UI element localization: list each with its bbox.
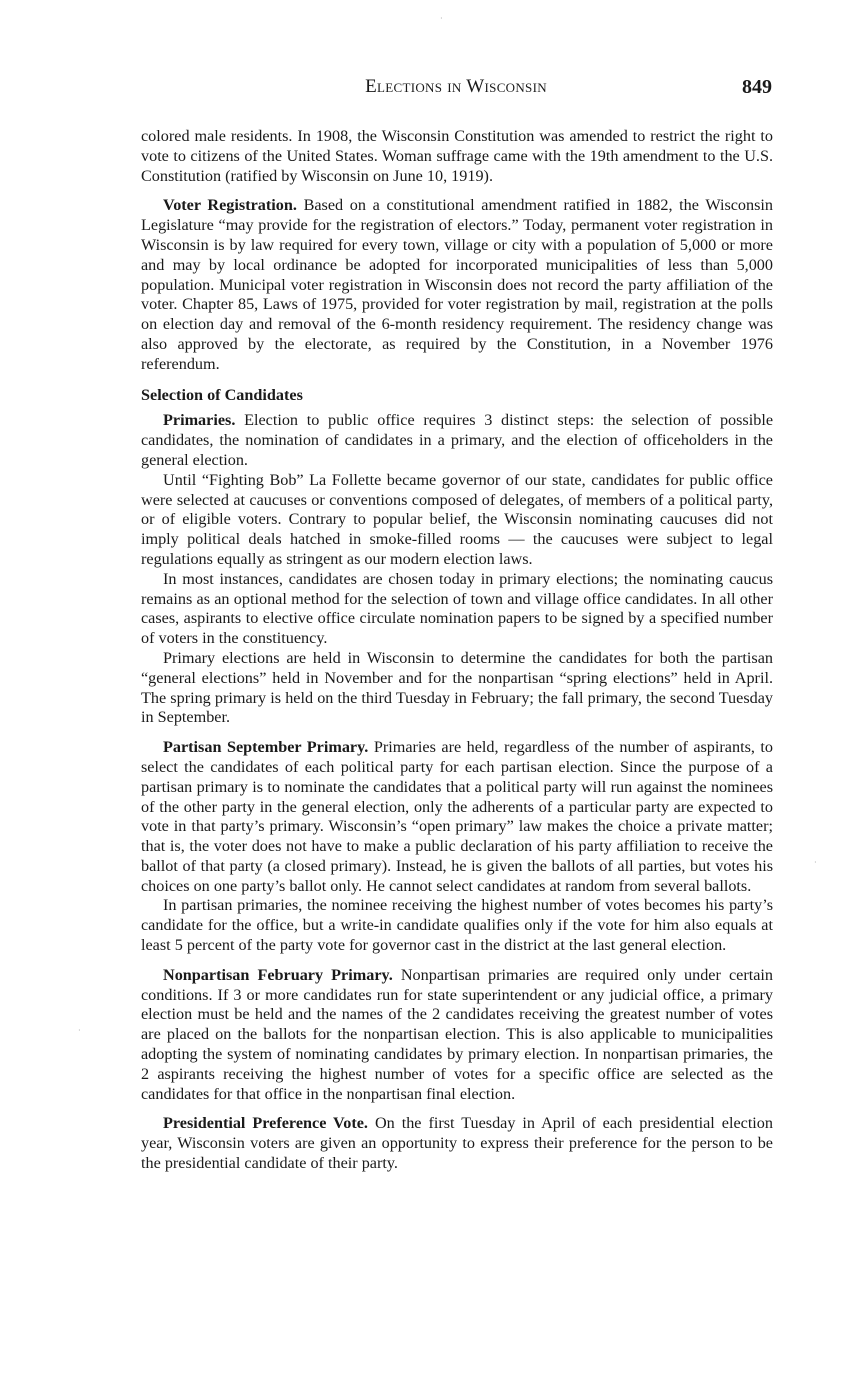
primaries-text: Election to public office requires 3 distinct steps: the selection of possible candidates, the nomination of candidates in a primary, and the election of officeholders in the general election. <box>141 411 773 469</box>
paragraph-intro: colored male residents. In 1908, the Wisconsin Constitution was amended to restrict the right to vote to citizens of the United States. Woman suffrage came with the 19th amendment to the U.S. Constitution (ratified by Wisconsin on June 10, 1919). <box>141 127 773 185</box>
paragraph-presidential-preference <box>141 1114 773 1173</box>
paragraph-primaries-2: Until “Fighting Bob” La Follette became governor of our state, candidates for public office were selected at caucuses or conventions composed of delegates, of members of a political party, or of eligible voters. Contrary to popular belief, the Wisconsin nominating caucuses did not imply political deals hatched in smoke-filled rooms — the caucuses were subject to legal regulations equally as stringent as our modern election laws. <box>141 470 773 568</box>
run-in-heading-primaries: Primaries. <box>163 411 236 430</box>
paragraph-partisan-september-2: In partisan primaries, the nominee receiving the highest number of votes becomes his party’s candidate for the office, but a write-in candidate qualifies only if the vote for him also equals at least 5 percent of the party vote for governor cast in the district at the last general election. <box>141 896 773 955</box>
run-in-heading-presidential-preference: Presidential Preference Vote. <box>163 1114 368 1133</box>
paragraph-partisan-september <box>141 738 773 896</box>
scan-speck: · <box>814 858 817 867</box>
nonpartisan-february-text: Nonpartisan primaries are required only under certain conditions. If 3 or more candidates run for state superintendent or any judicial office, a primary election must be held and the names of the 2 candidates receiving the greatest number of votes are placed on the ballots for the nonpartisan election. This is also applicable to municipalities adopting the system of nominating candidates by primary election. In nonpartisan primaries, the 2 aspirants receiving the highest number of votes for a specific office are selected as the candidates for that office in the nonpartisan final election. <box>141 965 773 1103</box>
scan-speck: · <box>78 1026 81 1035</box>
paragraph-primaries <box>141 411 773 470</box>
partisan-september-text: Primaries are held, regardless of the number of aspirants, to select the candidates of each political party for each partisan election. Since the purpose of a partisan primary is to nominate the candidates that a political party will run against the nominees of the other party in the general election, only the adherents of a particular party are expected to vote in that party’s primary. Wisconsin’s “open primary” law makes the choice a private matter; that is, the voter does not have to make a public declaration of his party affiliation to receive the ballot of that party (a closed primary). Instead, he is given the ballots of all parties, but votes his choices on one party’s ballot only. He cannot select candidates at random from several ballots. <box>141 738 773 895</box>
paragraph-primaries-4: Primary elections are held in Wisconsin to determine the candidates for both the partisan “general elections” held in November and for the nonpartisan “spring elections” held in April. The spring primary is held on the third Tuesday in February; the fall primary, the second Tuesday in September. <box>141 648 773 727</box>
scan-speck: · <box>440 14 443 23</box>
running-title: Elections in Wisconsin <box>365 76 547 97</box>
body-text <box>141 127 773 1174</box>
voter-registration-text: Based on a constitutional amendment ratified in 1882, the Wisconsin Legislature “may provide for the registration of electors.” Today, permanent voter registration in Wisconsin is by law required for every town, village or city with a population of 5,000 or more and may by local ordinance be adopted for incorporated municipalities of less than 5,000 population. Municipal voter registration in Wisconsin does not record the party affiliation of the voter. Chapter 85, Laws of 1975, provided for voter registration by mail, registration at the polls on election day and removal of the 6-month residency requirement. The residency change was also approved by the electorate, as required by the Constitution, in a November 1976 referendum. <box>141 196 774 373</box>
presidential-preference-text: On the first Tuesday in April of each presidential election year, Wisconsin voters are given an opportunity to express their preference for the person to be the presidential candidate of their party. <box>141 1114 773 1173</box>
paragraph-primaries-3: In most instances, candidates are chosen today in primary elections; the nominating caucus remains as an optional method for the selection of town and village office candidates. In all other cases, aspirants to elective office circulate nomination papers to be signed by a specified number of voters in the constituency. <box>141 569 773 648</box>
run-in-heading-nonpartisan-february: Nonpartisan February Primary. <box>163 965 393 984</box>
run-in-heading-voter-registration: Voter Registration. <box>163 196 297 215</box>
run-in-heading-partisan-september: Partisan September Primary. <box>163 738 369 757</box>
paragraph-nonpartisan-february <box>141 966 773 1105</box>
running-head <box>140 76 772 102</box>
section-heading: Selection of Candidates <box>141 385 303 404</box>
page-number: 849 <box>742 76 772 98</box>
paragraph-voter-registration <box>141 196 773 374</box>
